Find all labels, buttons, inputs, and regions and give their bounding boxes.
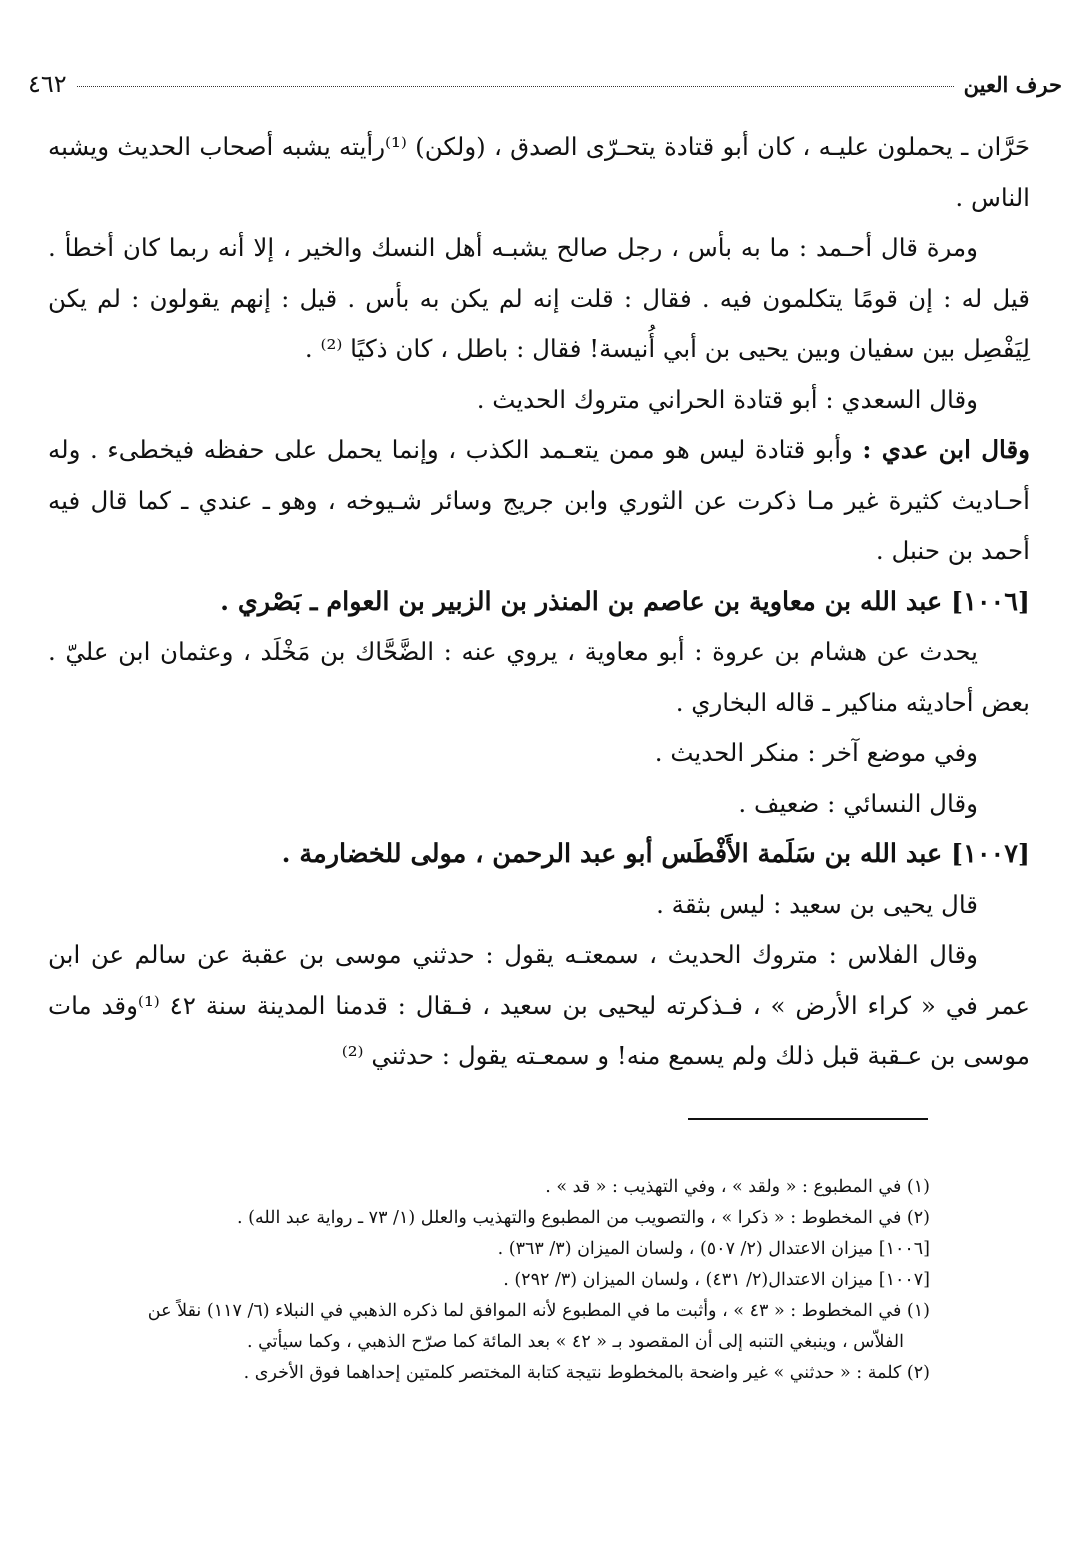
entry-1006-heading: [١٠٠٦] عبد الله بن معاوية بن عاصم بن المنذر بن الزبير بن العوام ـ بَصْري . <box>220 586 1030 617</box>
ibn-adi-text: وأبو قتادة ليس هو ممن يتعـمد الكذب ، وإنما يحمل على حفظه فيخطىء . وله أحـاديث كثيرة غير مـا ذكرت عن الثوري وابن جريج وسائر شـيوخه ، وهو ـ عندي ـ كما قال فيه أحمد بن حنبل . <box>48 435 1030 565</box>
running-header <box>28 68 1062 100</box>
paragraph-saadi: وقال السعدي : أبو قتادة الحراني متروك الحديث . <box>476 384 978 414</box>
section-title: حرف العين <box>963 71 1062 97</box>
header-dotted-rule <box>77 86 954 87</box>
page-number: ٤٦٢ <box>28 70 67 98</box>
paragraph-1007-yahya: قال يحيى بن سعيد : ليس بثقة . <box>656 889 978 919</box>
ibn-adi-lead: وقال ابن عدي : <box>862 435 1031 464</box>
paragraph-1006-nasai: وقال النسائي : ضعيف . <box>738 788 978 818</box>
footnote-source-1007: [١٠٠٧] ميزان الاعتدال(٢/ ٤٣١) ، ولسان الميزان (٣/ ٢٩٢) . <box>503 1270 930 1290</box>
paragraph-1006-narration: يحدث عن هشام بن عروة : أبو معاوية ، يروي عنه : الضَّحَّاك بن مَخْلَد ، وعثمان ابن عليّ . بعض أحاديثه مناكير ـ قاله البخاري . <box>48 637 1030 717</box>
paragraph-ahmad: ومرة قال أحـمد : ما به بأس ، رجل صالح يشبـه أهل النسك والخير ، إلا أنه ربما كان أخطأ . قيل له : إن قومًا يتكلمون فيه . فقال : قلت إنه لم يكن به بأس . قيل : إنهم يقولون : لم يكن لِيَفْصِل بين سفيان وبين يحيى بن أبي أُنيسة! فقال : باطل ، كان ذكيًا ⁽²⁾ . <box>48 233 1030 363</box>
footnote-source-1006: [١٠٠٦] ميزان الاعتدال (٢/ ٥٠٧) ، ولسان الميزان (٣/ ٣٦٣) . <box>497 1239 930 1259</box>
footnote-1b: (١) في المخطوط : « ٤٣ » ، وأثبت ما في المطبوع لأنه الموافق لما ذكره الذهبي في النبلاء (٦/ ١١٧) نقلاً عن <box>147 1301 930 1321</box>
paragraph-1007-fallas: وقال الفلاس : متروك الحديث ، سمعتـه يقول : حدثني موسى بن عقبة عن سالم عن ابن عمر في « كراء الأرض » ، فـذكرته ليحيى بن سعيد ، فـقال : قدمنا المدينة سنة ٤٢ ⁽¹⁾وقد مات موسى بن عـقبة قبل ذلك ولم يسمع منه! و سمعـته يقول : حدثني ⁽²⁾ <box>48 940 1030 1070</box>
footnote-1b-continued: الفلاّس ، وينبغي التنبه إلى أن المقصود بـ « ٤٢ » بعد المائة كما صرّح الذهبي ، وكما سيأتي . <box>246 1332 904 1352</box>
footnotes <box>50 1172 1040 1389</box>
paragraph-ibn-adi <box>48 425 1030 577</box>
main-text <box>48 122 1030 1082</box>
paragraph-continued: حَرَّان ـ يحملون عليـه ، كان أبو قتادة يتحـرّى الصدق ، (ولكن) ⁽¹⁾رأيته يشبه أصحاب الحديث ويشبه الناس . <box>48 132 1030 212</box>
footnote-2: (٢) في المخطوط : « ذكرا » ، والتصويب من المطبوع والتهذيب والعلل (١/ ٧٣ ـ رواية عبد الله) . <box>237 1208 930 1228</box>
footnote-separator <box>688 1118 928 1120</box>
footnote-1: (١) في المطبوع : « ولقد » ، وفي التهذيب : « قد » . <box>545 1177 930 1197</box>
paragraph-1006-other: وفي موضع آخر : منكر الحديث . <box>654 738 978 767</box>
entry-1007-heading: [١٠٠٧] عبد الله بن سَلَمة الأَفْطَس أبو عبد الرحمن ، مولى للخضارمة . <box>281 839 1030 869</box>
footnote-2b: (٢) كلمة : « حدثني » غير واضحة بالمخطوط نتيجة كتابة المختصر كلمتين إحداهما فوق الأخرى . <box>243 1363 930 1383</box>
